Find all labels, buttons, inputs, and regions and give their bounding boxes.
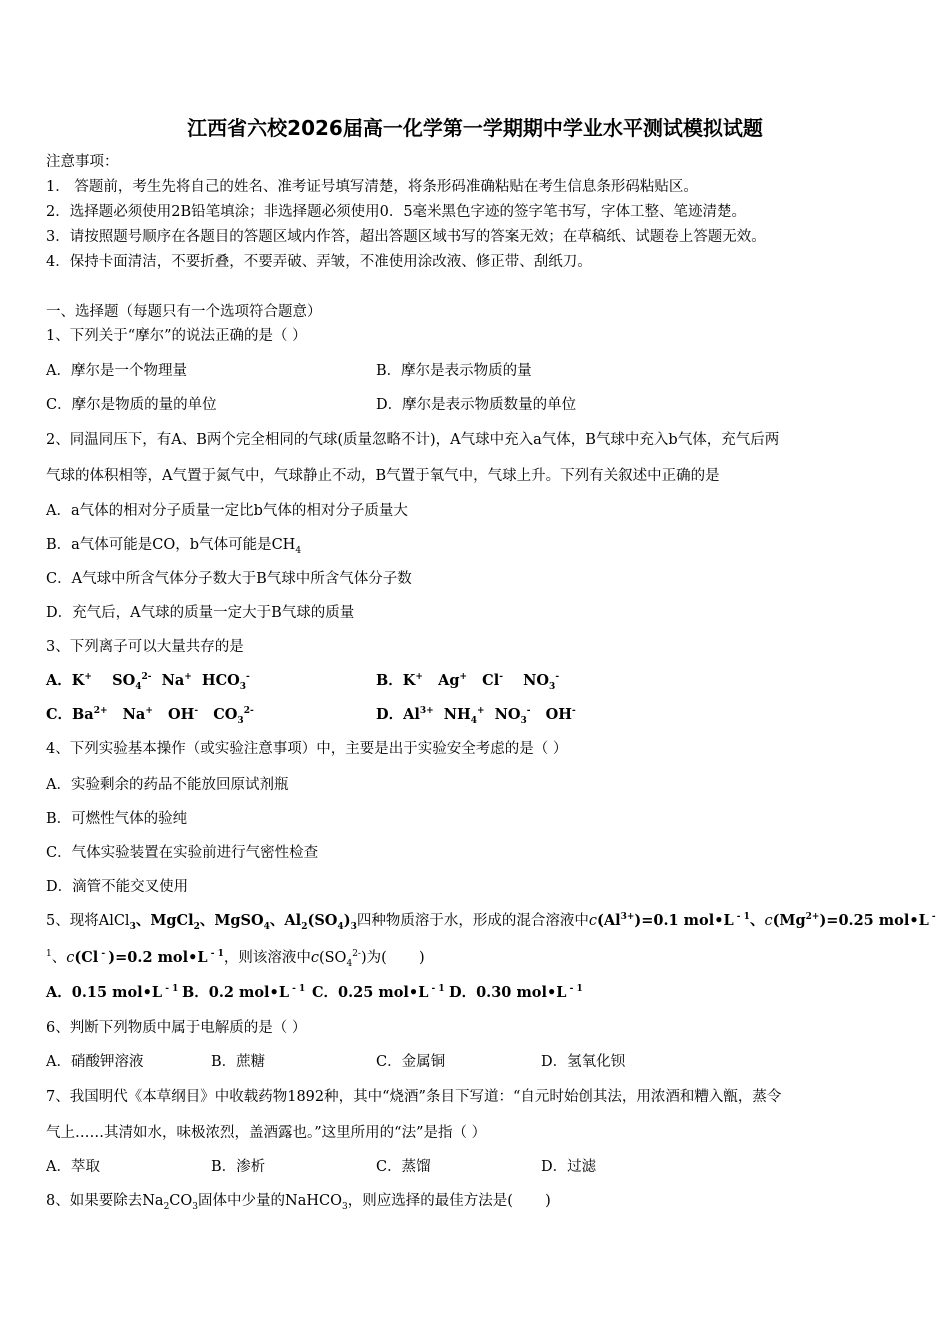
q5-stem-line1: 5、现将AlCl$_3$、MgCl$_2$、MgSO$_4$、$Al_2(SO_4)_3$四种物质溶于水，形成的混合溶液中$c(Al^{3+})=0.1$ mol•L $^{- 1}$、$c(Mg^{2+})=0.25$ mol•L - [46,912,936,932]
q4-stem: 4、下列实验基本操作（或实验注意事项）中，主要是出于实验安全考虑的是（ ） [46,741,568,757]
q6-option-a: A．硝酸钾溶液 [46,1054,144,1070]
q5-option-d: D．0.30 mol•L $^{- 1}$ [449,984,583,1001]
q2-option-d: D．充气后，A气球的质量一定大于B气球的质量 [46,605,355,621]
q2-option-b: B．a气体可能是CO，b气体可能是$CH_4$ [46,537,302,556]
q6-option-d: D．氢氧化钡 [541,1054,626,1070]
q1-option-a: A．摩尔是一个物理量 [46,363,187,379]
q1-option-c: C．摩尔是物质的量的单位 [46,397,217,413]
q4-option-c: C．气体实验装置在实验前进行气密性检查 [46,845,319,861]
page-title: 江西省六校2026届高一化学第一学期期中学业水平测试模拟试题 [187,116,763,140]
q5-option-b: B．0.2 mol•L $^{- 1}$ [182,984,306,1001]
q1-stem: 1、下列关于“摩尔”的说法正确的是（ ） [46,328,307,344]
notice-item-2: 2．选择题必须使用2B铅笔填涂；非选择题必须使用0．5毫米黑色字迹的签字笔书写，字体工整、笔迹清楚。 [46,204,747,220]
q4-option-b: B．可燃性气体的验纯 [46,811,188,827]
q7-option-b: B．渗析 [211,1159,266,1175]
q7-option-c: C．蒸馏 [376,1159,431,1175]
q2-option-c: C．A气球中所含气体分子数大于B气球中所含气体分子数 [46,571,412,587]
notice-item-4: 4．保持卡面清洁，不要折叠，不要弄破、弄皱，不准使用涂改液、修正带、刮纸刀。 [46,254,592,270]
section-heading: 一、选择题（每题只有一个选项符合题意） [46,304,322,320]
q1-option-d: D．摩尔是表示物质数量的单位 [376,397,577,413]
q2-option-a: A．a气体的相对分子质量一定比b气体的相对分子质量大 [46,503,408,519]
q3-option-a: A．K+ $SO_4^{2-}$ Na+ $HCO_3^-$ [46,672,250,692]
notice-item-3: 3．请按照题号顺序在各题目的答题区域内作答，超出答题区域书写的答案无效；在草稿纸、试题卷上答题无效。 [46,229,766,245]
q5-stem-line2: $^1$、c(Cl - )=0.2 mol•L $^{- 1}$，则该溶液中$c(SO_4^{2-})$为( ) [46,949,425,969]
q6-stem: 6、判断下列物质中属于电解质的是（ ） [46,1020,307,1036]
q2-stem-line2: 气球的体积相等，A气置于氮气中，气球静止不动，B气置于氧气中，气球上升。下列有关叙述中正确的是 [46,468,720,484]
q7-stem-line1: 7、我国明代《本草纲目》中收载药物1892种，其中“烧酒”条目下写道：“自元时始创其法，用浓酒和糟入甑，蒸令 [46,1089,782,1105]
q4-option-d: D．滴管不能交叉使用 [46,879,189,895]
q7-option-a: A．萃取 [46,1159,100,1175]
q5-option-c: C．0.25 mol•L $^{- 1}$ [312,984,445,1001]
notice-item-1: 1． 答题前，考生先将自己的姓名、准考证号填写清楚，将条形码准确粘贴在考生信息条形码粘贴区。 [46,179,698,195]
q8-stem: 8、如果要除去$Na_2CO_3$固体中少量的NaHCO$_3$，则应选择的最佳方法是( ) [46,1193,551,1212]
q3-option-c: C．$Ba^{2+}$ Na+ OH- $CO_3^{2-}$ [46,706,254,726]
q3-stem: 3、下列离子可以大量共存的是 [46,639,244,655]
notice-heading: 注意事项： [46,154,119,170]
q5-option-a: A．0.15 mol•L $^{- 1}$ [46,984,179,1001]
q6-option-b: B．蔗糖 [211,1054,266,1070]
q7-stem-line2: 气上……其清如水，味极浓烈，盖酒露也。”这里所用的“法”是指（ ） [46,1125,487,1141]
q3-option-b: B．K+ Ag+ Cl- $NO_3^-$ [376,672,560,692]
q2-stem-line1: 2、同温同压下，有A、B两个完全相同的气球(质量忽略不计)，A气球中充入a气体，B气球中充入b气体，充气后两 [46,432,780,448]
q6-option-c: C．金属铜 [376,1054,446,1070]
q4-option-a: A．实验剩余的药品不能放回原试剂瓶 [46,777,289,793]
q7-option-d: D．过滤 [541,1159,597,1175]
q3-option-d: D．$Al^{3+}$ $NH_4^+$ $NO_3^-$ OH- [376,706,576,726]
q1-option-b: B．摩尔是表示物质的量 [376,363,532,379]
